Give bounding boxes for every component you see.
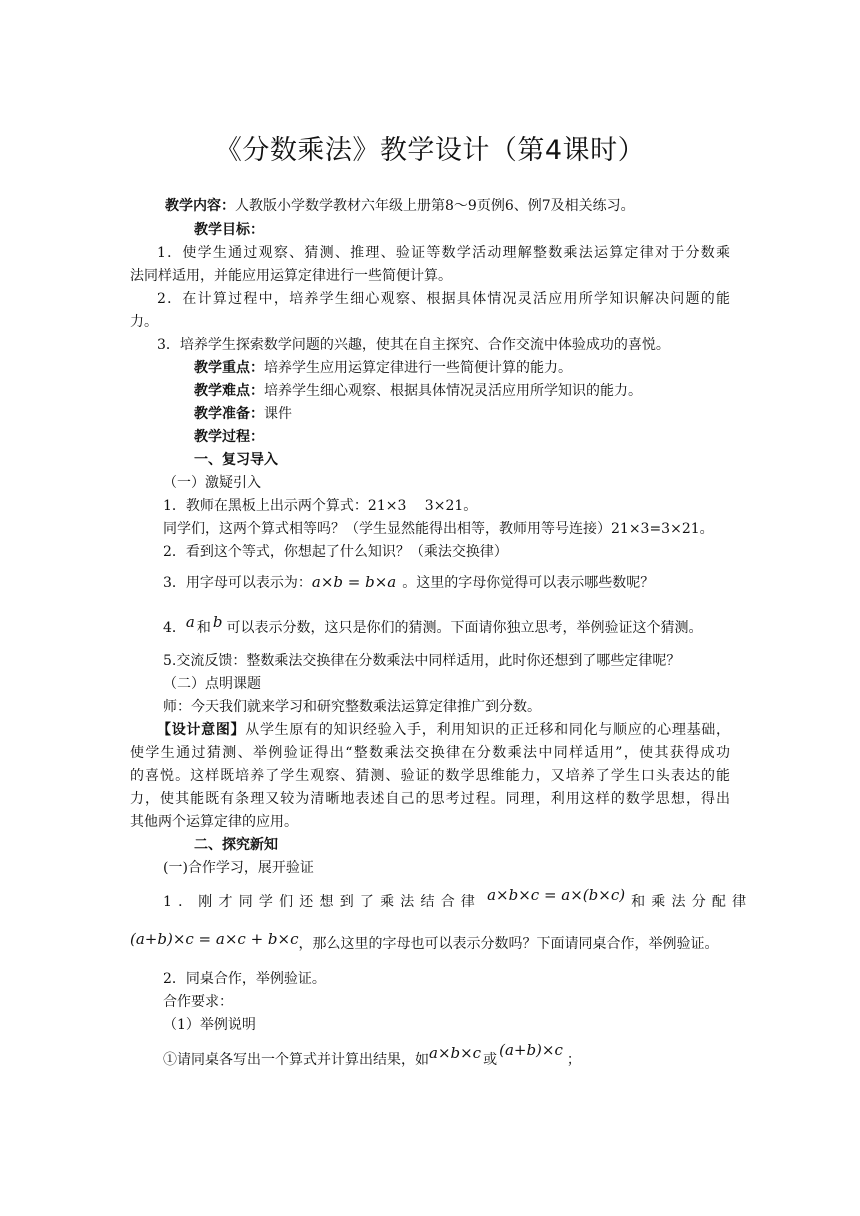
step-4-and: 和 <box>196 620 211 636</box>
goal-2-line-1: 2．在计算过程中，培养学生细心观察、根据具体情况灵活应用所学知识解决问题的能 <box>157 291 730 307</box>
step-1-line: 1．教师在黑板上出示两个算式：21×3 3×21。 <box>163 498 478 514</box>
process-label: 教学过程： <box>194 429 264 445</box>
difficulty-text: 培养学生细心观察、根据具体情况灵活应用所学知识的能力。 <box>264 383 642 399</box>
step-3-line <box>163 572 654 593</box>
commutative-formula: a×b = b×a <box>311 573 397 591</box>
or-text: 或 <box>483 1052 498 1068</box>
distributive-formula: (a+b)×c = a×c + b×c <box>130 930 299 948</box>
goal-1-line-1: 1．使学生通过观察、猜测、推理、验证等数学活动理解整数乘法运算定律对于分数乘 <box>157 245 730 261</box>
subsection-2-heading: （二）点明课题 <box>163 676 261 692</box>
requirement-1: （1）举例说明 <box>163 1017 256 1033</box>
requirement-1-item <box>163 1041 581 1070</box>
design-intent-line-1 <box>157 720 730 740</box>
goal-3-line: 3．培养学生探索数学问题的兴趣，使其在自主探究、合作交流中体验成功的喜悦。 <box>157 337 670 353</box>
design-intent-label: 【设计意图】 <box>157 722 246 738</box>
preparation-label: 教学准备： <box>194 406 264 422</box>
teacher-statement: 师：今天我们就来学习和研究整数乘法运算定律推广到分数。 <box>163 699 541 715</box>
step-1-question-line: 同学们，这两个算式相等吗？（学生显然能得出相等，教师用等号连接）21×3=3×21。 <box>163 521 714 537</box>
design-intent-text-1: 从学生原有的知识经验入手，利用知识的正迁移和同化与顺应的心理基础， <box>245 722 731 738</box>
subsection-1-heading: （一）激疑引入 <box>163 475 261 491</box>
example-formula-2: (a+b)×c <box>499 1041 563 1059</box>
distributive-line <box>130 930 719 954</box>
teaching-content-label: 教学内容： <box>165 198 235 214</box>
teaching-goals-label: 教学目标： <box>194 222 264 238</box>
key-point-text: 培养学生应用运算定律进行一些简便计算的能力。 <box>264 360 572 376</box>
teaching-content-line <box>165 196 635 216</box>
associative-formula: a×b×c = a×(b×c) <box>487 886 626 904</box>
design-intent-line-3: 的喜悦。这样既培养了学生观察、猜测、验证的数学思维能力，又培养了学生口头表达的能 <box>130 768 730 784</box>
section-2-heading: 二、探究新知 <box>194 837 278 853</box>
section-1-heading: 一、复习导入 <box>194 452 278 468</box>
step-3-prefix: 3．用字母可以表示为： <box>163 575 312 591</box>
distributive-label: 和乘法分配律 <box>631 894 753 910</box>
variable-b: b <box>212 613 223 631</box>
key-point-label: 教学重点： <box>194 360 264 376</box>
step-4-line <box>163 613 703 638</box>
variable-a: a <box>185 613 195 631</box>
step-5-line: 5.交流反馈：整数乘法交换律在分数乘法中同样适用，此时你还想到了哪些定律呢？ <box>163 653 681 669</box>
example-formula-1: a×b×c <box>429 1044 482 1062</box>
pair-work-line: 2．同桌合作，举例验证。 <box>163 971 326 987</box>
semicolon: ； <box>566 1052 581 1068</box>
step-4-text: 可以表示分数，这只是你们的猜测。下面请你独立思考，举例验证这个猜测。 <box>226 620 703 636</box>
goal-1-line-2: 法同样适用，并能应用运算定律进行一些简便计算。 <box>130 268 452 284</box>
associative-line <box>163 886 753 912</box>
design-intent-line-5: 其他两个运算定律的应用。 <box>130 814 298 830</box>
design-intent-line-4: 力，使其能既有条理又较为清晰地表述自己的思考过程。同理，利用这样的数学思想，得出 <box>130 791 730 807</box>
preparation-line <box>194 404 292 424</box>
preparation-text: 课件 <box>264 406 292 422</box>
goal-2-line-2: 力。 <box>130 314 158 330</box>
step-2-line: 2．看到这个等式，你想起了什么知识？（乘法交换律） <box>163 544 508 560</box>
design-intent-line-2: 使学生通过猜测、举例验证得出“整数乘法交换律在分数乘法中同样适用”，使其获得成功 <box>130 745 730 761</box>
difficulty-line <box>194 381 642 401</box>
document-title: 《分数乘法》教学设计（第4课时） <box>214 135 646 166</box>
requirement-1-text: ①请同桌各写出一个算式并计算出结果，如 <box>163 1052 429 1068</box>
difficulty-label: 教学难点： <box>194 383 264 399</box>
subsection-3-heading: (一)合作学习，展开验证 <box>163 860 314 876</box>
step-4-number: 4． <box>163 620 186 636</box>
teaching-content-text: 人教版小学数学教材六年级上册第8～9页例6、例7及相关练习。 <box>235 198 635 214</box>
associative-prefix: 1．刚才同学们还想到了乘法结合律 <box>163 894 482 910</box>
distributive-question: ，那么这里的字母也可以表示分数吗？下面请同桌合作，举例验证。 <box>298 936 719 952</box>
step-3-suffix: 。这里的字母你觉得可以表示哪些数呢？ <box>402 575 655 591</box>
cooperation-requirements: 合作要求： <box>163 994 233 1010</box>
key-point-line <box>194 358 572 378</box>
